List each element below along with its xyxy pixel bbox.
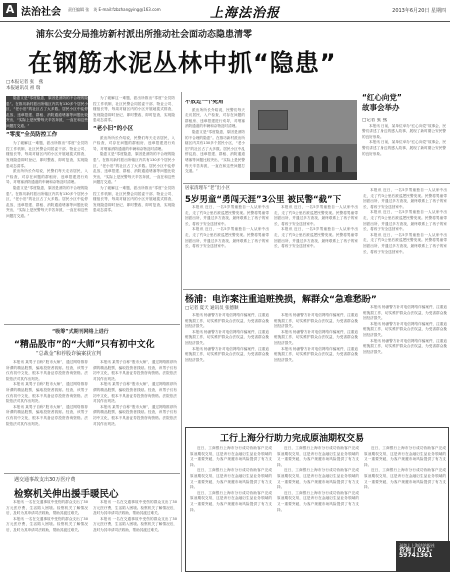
- story-yangpu-col2: [274, 313, 358, 423]
- story-yangpu-paragraph-4: 本报讯 杨浦警方针对电信网络诈骗案件，注重追赃挽损工作，切实维护群众合法权益，为受害群众挽回经济损失。: [274, 313, 358, 329]
- story-bank-col3: [364, 446, 446, 538]
- lead-byline: [6, 80, 43, 92]
- lead-paragraph-3: 派出所所长介绍说，民警们每天走访居民，入户检查，对存在问题的群租房、违章搭建进行劝导，对堵塞消防通道的车辆和杂物及时清理。: [6, 169, 88, 185]
- story-bank-paragraph-4: 近日，工商银行上海市分行成功协助客户完成原油期权交易，这是该行在金融衍生品业务领域的又一重要突破，为客户规避市场风险提供了有力支持。: [277, 446, 359, 467]
- story-yangpu-paragraph: 本报讯 杨浦警方针对电信网络诈骗案件，注重追赃挽损工作，切实维护群众合法权益，为受害群众挽回经济损失。: [185, 313, 269, 329]
- story-prosecutor-paragraph-2: 本报讯 一名在交通事故中受伤的群众支出了30万元医疗费，生活陷入困境。检察机关了解情况后，及时为其申请司法救助，帮助其渡过难关。: [6, 516, 88, 532]
- story-prosecutor-paragraph: 本报讯 一名在交通事故中受伤的群众支出了30万元医疗费，生活陷入困境。检察机关了解情况后，及时为其申请司法救助，帮助其渡过难关。: [6, 500, 88, 516]
- lead-subhead-1: “零度”全员防控工作: [6, 131, 58, 138]
- story-yangpu-paragraph-3: 本报讯 杨浦警方针对电信网络诈骗案件，注重追赃挽损工作，切实维护群众合法权益，为受害群众挽回经济损失。: [185, 346, 269, 362]
- masthead-logo: 上海法治报: [210, 6, 281, 21]
- story-bank-paragraph-3: 近日，工商银行上海市分行成功协助客户完成原油期权交易，这是该行在金融衍生品业务领域的又一重要突破，为客户规避市场风险提供了有力支持。: [190, 490, 272, 512]
- flag-shape: [258, 110, 288, 130]
- story-yangpu-headline: 杨浦：电诈案注重追赃挽损，解群众“急难愁盼”: [185, 295, 377, 305]
- story-share-headline: “精品股市”的“大师”只有初中文化: [14, 340, 155, 350]
- lead-paragraph-2-col2: 为了破解这一难题，派出所推出“零度”全员防控工作机制，社区民警会同居委干部、物业公司、楼组长等，每周对辖区内的小区开展地毯式排查，发现隐患即时登记、即时整改、即时复查，实现隐患动态清零。: [93, 96, 175, 123]
- story-share-kicker: “吸筹”式期刊网络上进行: [52, 329, 109, 335]
- lead-photo: [250, 100, 357, 180]
- issue-date: 2013年6月20日 星期四: [392, 8, 446, 14]
- page-header: [0, 0, 450, 22]
- story-5year-col2: [274, 205, 358, 287]
- divider: [183, 289, 450, 290]
- ad-line-1: 刊登 | 上海法治报社: [399, 543, 435, 548]
- lead-paragraph-2: 为了破解这一难题，派出所推出“零度”全员防控工作机制，社区民警会同居委干部、物业公司、楼组长等，每周对辖区内的小区开展地毯式排查，发现隐患即时登记、即时整改、即时复查，实现隐患动态清零。: [6, 141, 88, 168]
- ad-line-2: 咨询 | 021-59741361: [399, 547, 433, 559]
- story-5year-paragraph-7: 本报讯 近日，一名5岁男童独自一人从家中出走，走了约3公里后被巡逻民警发现。民警将男童带回派出所，并通过多方查找，最终联系上了孩子的家长，将孩子安全送回家中。: [363, 232, 447, 254]
- story-share-paragraph-3: 本报讯 某男子自称“股市大师”，通过网络推荐所谓的精品股票，骗取投资者钱财。经查，该男子仅有初中文化，根本不具备证券投资咨询资格。法院依法对其作出判决。: [6, 404, 88, 426]
- story-share-col2: [93, 360, 177, 470]
- sidebar-body: [362, 118, 446, 183]
- story-yangpu-byline: □记者 夏天 通讯员 张德顺: [185, 306, 239, 311]
- story-yangpu-paragraph-8: 本报讯 杨浦警方针对电信网络诈骗案件，注重追赃挽损工作，切实维护群众合法权益，为受害群众挽回经济损失。: [363, 321, 447, 337]
- sidebar-byline: □记者 张 燕: [362, 118, 388, 123]
- lead-column-1: [6, 96, 88, 320]
- story-yangpu-col3: [363, 305, 447, 423]
- ad-contact-box: [396, 541, 450, 572]
- story-share-paragraph-4: 本报讯 某男子自称“股市大师”，通过网络推荐所谓的精品股票，骗取投资者钱财。经查，该男子仅有初中文化，根本不具备证券投资咨询资格。法院依法对其作出判决。: [93, 360, 177, 381]
- story-bank-col1: [190, 446, 272, 568]
- story-prosecutor-headline: 检察机关伸出援手暖民心: [14, 489, 119, 500]
- lead-kicker: 浦东公安分局推坊新村派出所推动社会面动态隐患清零: [36, 30, 253, 40]
- story-bank-paragraph-5: 近日，工商银行上海市分行成功协助客户完成原油期权交易，这是该行在金融衍生品业务领域的又一重要突破，为客户规避市场风险提供了有力支持。: [277, 468, 359, 490]
- section-name: 法治社会: [21, 7, 61, 18]
- story-share-paragraph-6: 本报讯 某男子自称“股市大师”，通过网络推荐所谓的精品股票，骗取投资者钱财。经查，该男子仅有初中文化，根本不具备证券投资咨询资格。法院依法对其作出判决。: [93, 404, 177, 426]
- story-5year-paragraph: 本报讯 近日，一名5岁男童独自一人从家中出走，走了约3公里后被巡逻民警发现。民警将男童带回派出所，并通过多方查找，最终联系上了孩子的家长，将孩子安全送回家中。: [185, 205, 269, 226]
- story-5year-headline: 5岁男童“勇闯天涯”3公里 被民警“截”下: [185, 195, 342, 205]
- lead-subhead-2: 不放过一个死角: [185, 100, 224, 105]
- lead-column-2: [93, 96, 175, 320]
- story-5year-paragraph-2: 本报讯 近日，一名5岁男童独自一人从家中出走，走了约3公里后被巡逻民警发现。民警将男童带回派出所，并通过多方查找，最终联系上了孩子的家长，将孩子安全送回家中。: [185, 227, 269, 249]
- story-bank-headline: 工行上海分行助力完成原油期权交易: [220, 434, 365, 444]
- story-5year-kicker: 居家清理车“老”出小区: [185, 186, 231, 191]
- lead-paragraph-1-repeat: 隐患又是“零度隐患，原因是消防的不合理的隐患”。在推坊新村派出所辖区内共有130多个居民小区，“老小旧”的社区占了大多数。居民小区中乱停乱放、违章搭建、群租、消防通道堵塞等问题比较突出，“实际上是民警每天辛苦奔波，一直在和这些问题打交道。”: [6, 185, 88, 218]
- story-5year-paragraph-6: 本报讯 近日，一名5岁男童独自一人从家中出走，走了约3公里后被巡逻民警发现。民警将男童带回派出所，并通过多方查找，最终联系上了孩子的家长，将孩子安全送回家中。: [363, 210, 447, 232]
- story-yangpu-paragraph-9: 本报讯 杨浦警方针对电信网络诈骗案件，注重追赃挽损工作，切实维护群众合法权益，为受害群众挽回经济损失。: [363, 338, 447, 354]
- story-5year-paragraph-5: 本报讯 近日，一名5岁男童独自一人从家中出走，走了约3公里后被巡逻民警发现。民警将男童带回派出所，并通过多方查找，最终联系上了孩子的家长，将孩子安全送回家中。: [363, 188, 447, 209]
- lead-column-3: [185, 100, 245, 180]
- story-bank-col2: [277, 446, 359, 568]
- divider: [4, 324, 180, 325]
- story-bank-paragraph: 近日，工商银行上海市分行成功协助客户完成原油期权交易，这是该行在金融衍生品业务领域的又一重要突破，为客户规避市场风险提供了有力支持。: [190, 446, 272, 467]
- story-bank-paragraph-2: 近日，工商银行上海市分行成功协助客户完成原油期权交易，这是该行在金融衍生品业务领域的又一重要突破，为客户规避市场风险提供了有力支持。: [190, 468, 272, 490]
- lead-paragraph-3-col3: 派出所所长介绍说，民警们每天走访居民，入户检查，对存在问题的群租房、违章搭建进行劝导，对堵塞消防通道的车辆和杂物及时清理。: [185, 107, 245, 129]
- story-yangpu-paragraph-6: 本报讯 杨浦警方针对电信网络诈骗案件，注重追赃挽损工作，切实维护群众合法权益，为受害群众挽回经济损失。: [274, 346, 358, 362]
- divider: [4, 473, 180, 474]
- lead-headline: 在钢筋水泥丛林中抓“隐患”: [28, 49, 337, 77]
- lead-byline-line2: 本报通讯员 祖 瑞: [6, 86, 41, 91]
- story-prosecutor-paragraph-4: 本报讯 一名在交通事故中受伤的群众支出了30万元医疗费，生活陷入困境。检察机关了解情况后，及时为其申请司法救助，帮助其渡过难关。: [93, 516, 177, 532]
- lead-paragraph-1-col3: 隐患又是“零度隐患，原因是消防的不合理的隐患”。在推坊新村派出所辖区内共有130多个居民小区，“老小旧”的社区占了大多数。居民小区中乱停乱放、违章搭建、群租、消防通道堵塞等问题比较突出，“实际上是民警每天辛苦奔波，一直在和这些问题打交道。”: [185, 129, 245, 174]
- story-yangpu-col1: [185, 313, 269, 423]
- story-share-subtitle: “总裁金”和荐股诈骗案获宣判: [36, 351, 102, 357]
- column-divider: [181, 92, 182, 572]
- section-letter-badge: A: [3, 3, 17, 17]
- story-5year-paragraph-3: 本报讯 近日，一名5岁男童独自一人从家中出走，走了约3公里后被巡逻民警发现。民警将男童带回派出所，并通过多方查找，最终联系上了孩子的家长，将孩子安全送回家中。: [274, 205, 358, 226]
- lead-paragraph-1: 隐患又是“零度隐患，原因是消防的不合理的隐患”。在推坊新村派出所辖区内共有130多个居民小区，“老小旧”的社区占了大多数。居民小区中乱停乱放、违章搭建、群租、消防通道堵塞等问题比较突出，“实际上是民警每天辛苦奔波，一直在和这些问题打交道。”: [6, 96, 88, 128]
- story-share-paragraph-5: 本报讯 某男子自称“股市大师”，通过网络推荐所谓的精品股票，骗取投资者钱财。经查，该男子仅有初中文化，根本不具备证券投资咨询资格。法院依法对其作出判决。: [93, 382, 177, 404]
- lead-subhead-0: “老小旧”的小区: [93, 125, 134, 132]
- story-bank-paragraph-8: 近日，工商银行上海市分行成功协助客户完成原油期权交易，这是该行在金融衍生品业务领域的又一重要突破，为客户规避市场风险提供了有力支持。: [364, 468, 446, 490]
- lead-paragraph-2-col2b: 为了破解这一难题，派出所推出“零度”全员防控工作机制，社区民警会同居委干部、物业公司、楼组长等，每周对辖区内的小区开展地毯式排查，发现隐患即时登记、即时整改、即时复查，实现隐患动态清零。: [93, 185, 175, 213]
- story-share-paragraph-2: 本报讯 某男子自称“股市大师”，通过网络推荐所谓的精品股票，骗取投资者钱财。经查，该男子仅有初中文化，根本不具备证券投资咨询资格。法院依法对其作出判决。: [6, 382, 88, 404]
- lead-paragraph-1-col2: 隐患又是“零度隐患，原因是消防的不合理的隐患”。在推坊新村派出所辖区内共有130多个居民小区，“老小旧”的社区占了大多数。居民小区中乱停乱放、违章搭建、群租、消防通道堵塞等问题比较突出，“实际上是民警每天辛苦奔波，一直在和这些问题打交道。”: [93, 152, 175, 185]
- story-prosecutor-paragraph-3: 本报讯 一名在交通事故中受伤的群众支出了30万元医疗费，生活陷入困境。检察机关了解情况后，及时为其申请司法救助，帮助其渡过难关。: [93, 500, 177, 516]
- story-prosecutor-col1: [6, 500, 88, 570]
- story-bank-paragraph-7: 近日，工商银行上海市分行成功协助客户完成原油期权交易，这是该行在金融衍生品业务领域的又一重要突破，为客户规避市场风险提供了有力支持。: [364, 446, 446, 467]
- story-5year-col1: [185, 205, 269, 287]
- story-yangpu-paragraph-2: 本报讯 杨浦警方针对电信网络诈骗案件，注重追赃挽损工作，切实维护群众合法权益，为受害群众挽回经济损失。: [185, 329, 269, 345]
- story-prosecutor-kicker: 遇交通事故支出30万医疗费: [14, 477, 76, 483]
- sidebar-title-line2: 故事会举办: [362, 103, 400, 112]
- story-5year-col3: [363, 188, 447, 287]
- editor-line: 责任编辑 张 英 E-mail:fzbzhangying@163.com: [68, 7, 161, 12]
- story-yangpu-paragraph-7: 本报讯 杨浦警方针对电信网络诈骗案件，注重追赃挽损工作，切实维护群众合法权益，为受害群众挽回经济损失。: [363, 305, 447, 321]
- sidebar-paragraph: 本报讯 日前，某单位举办“红心向党”故事会，民警们讲述了身边的感人故事，展现了新时期公安民警的良好形象。: [362, 123, 446, 139]
- divider: [183, 183, 450, 184]
- sidebar-paragraph-2: 本报讯 日前，某单位举办“红心向党”故事会，民警们讲述了身边的感人故事，展现了新时期公安民警的良好形象。: [362, 140, 446, 156]
- sidebar-title: [362, 93, 402, 113]
- story-5year-paragraph-4: 本报讯 近日，一名5岁男童独自一人从家中出走，走了约3公里后被巡逻民警发现。民警将男童带回派出所，并通过多方查找，最终联系上了孩子的家长，将孩子安全送回家中。: [274, 227, 358, 249]
- story-prosecutor-col2: [93, 500, 177, 570]
- lead-paragraph-3-col2: 派出所所长介绍说，民警们每天走访居民，入户检查，对存在问题的群租房、违章搭建进行劝导，对堵塞消防通道的车辆和杂物及时清理。: [93, 135, 175, 151]
- sidebar-title-line1: “红心向党”: [362, 93, 402, 102]
- story-share-paragraph: 本报讯 某男子自称“股市大师”，通过网络推荐所谓的精品股票，骗取投资者钱财。经查，该男子仅有初中文化，根本不具备证券投资咨询资格。法院依法对其作出判决。: [6, 360, 88, 381]
- story-yangpu-paragraph-5: 本报讯 杨浦警方针对电信网络诈骗案件，注重追赃挽损工作，切实维护群众合法权益，为受害群众挽回经济损失。: [274, 329, 358, 345]
- lead-byline-line1: □本报记者 张 燕: [6, 80, 44, 85]
- story-bank-paragraph-6: 近日，工商银行上海市分行成功协助客户完成原油期权交易，这是该行在金融衍生品业务领域的又一重要突破，为客户规避市场风险提供了有力支持。: [277, 490, 359, 512]
- story-share-col1: [6, 360, 88, 470]
